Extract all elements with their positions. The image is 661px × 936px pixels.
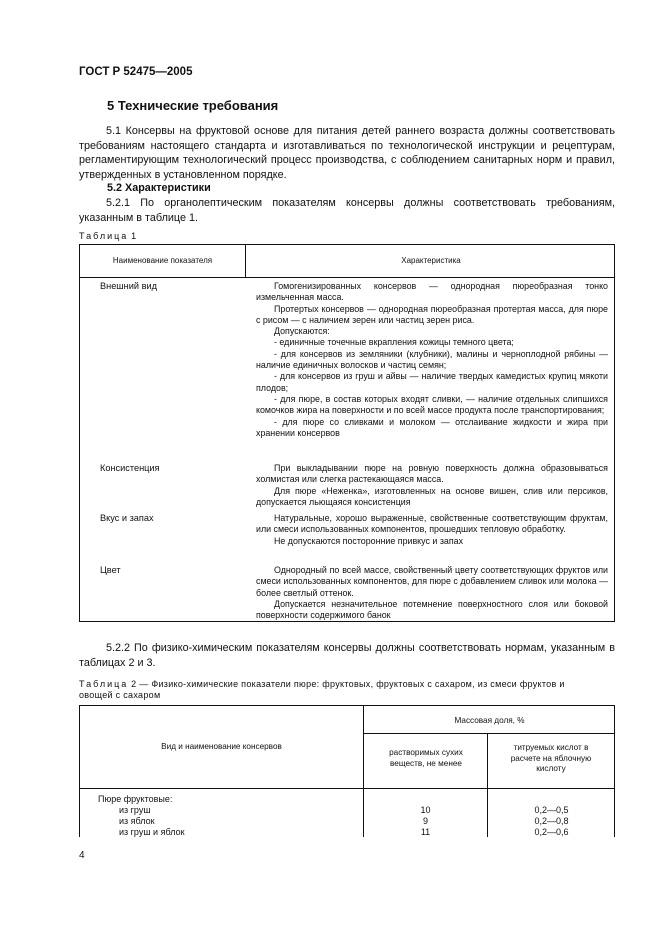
- table1-row-name: Вкус и запах: [100, 513, 154, 523]
- table1-col-characteristic: Характеристика: [401, 256, 461, 265]
- page-number: 4: [79, 850, 85, 861]
- paragraph-5-2-1: [79, 196, 615, 225]
- table1-row-name: Цвет: [100, 565, 121, 575]
- paragraph-5-2-2-text: 5.2.2 По физико-химическим показателям консервы должны соответствовать нормам, указанным в таблицах 2 и 3.: [79, 642, 615, 669]
- desc-line: - для пюре, в состав которых входят сливки, — наличие отдельных слипшихся комочков жира на поверхности и по всей массе продукта после транспортирования;: [256, 393, 608, 416]
- table1-col-name: Наименование показателя: [112, 256, 213, 265]
- table2-col-solids: растворимых сухих веществ, не менее: [389, 748, 463, 768]
- section-title: 5 Технические требования: [107, 98, 279, 113]
- desc-line: - для консервов из земляники (клубники), малины и черноплодной рябины — наличие единичных волосков и частиц семян;: [256, 348, 608, 371]
- table2-row-name: из яблок: [119, 816, 155, 826]
- desc-line: Протертых консервов — однородная пюреобразная протертая масса, для пюре с рисом — с наличием зерен или частиц зерен риса.: [256, 303, 608, 325]
- table1-row-desc: [256, 281, 608, 439]
- desc-line: Не допускаются посторонние привкус и запах: [274, 535, 464, 546]
- table2-divider: [80, 788, 615, 789]
- paragraph-5-1-text: 5.1 Консервы на фруктовой основе для питания детей раннего возраста должны соответствовать требованиям настоящего стандарта и изготавливаться по технологической инструкции и рецептурам, регламентирующим технологический процесс производства, с соблюдением санитарных норм и правил, утвержденных в установленном порядке.: [79, 125, 615, 181]
- table2-col-acids: титруемых кислот в расчете на яблочную кислоту: [510, 743, 592, 773]
- table2-row-acids: 0,2—0,8: [534, 816, 569, 826]
- table2-row-solids: 9: [422, 816, 428, 826]
- desc-line: - для консервов из груш и айвы — наличие твердых камедистых крупиц мякоти плодов;: [256, 371, 608, 393]
- table1-row-desc: [256, 513, 608, 547]
- subsection-title: 5.2 Характеристики: [107, 182, 211, 194]
- table2-caption-word: Таблица: [79, 679, 129, 689]
- table2-group-label: Пюре фруктовые:: [98, 794, 173, 804]
- desc-line: Допускаются:: [274, 326, 330, 337]
- desc-line: - для пюре со сливками и молоком — отслаивание жидкости и жира при хранении консервов: [256, 416, 608, 438]
- table2-row-solids: 11: [420, 827, 431, 837]
- table2-row-name: из груш: [119, 805, 151, 815]
- desc-line: Допускается незначительное потемнение поверхностного слоя или боковой поверхности содержимого банок: [256, 598, 608, 621]
- table2-row-acids: 0,2—0,6: [534, 827, 569, 837]
- table2-row-name: из груш и яблок: [119, 827, 185, 837]
- desc-line: Однородный по всей массе, свойственный цвету соответствующих фруктов или смеси использованных компонентов, для пюре с добавлением сливок или молока — более светлый оттенок.: [256, 565, 608, 598]
- table-2: [79, 705, 615, 837]
- desc-line: Натуральные, хорошо выраженные, свойственные соответствующим фруктам, или смеси использованных компонентов, прошедших тепловую обработку.: [256, 513, 608, 535]
- table2-row-solids: 10: [420, 805, 431, 815]
- table1-row-desc: [256, 463, 608, 508]
- table2-row-acids: 0,2—0,5: [534, 805, 569, 815]
- desc-line: - единичные точечные вкрапления кожицы темного цвета;: [274, 337, 514, 348]
- table1-row-desc: [256, 565, 608, 621]
- table2-col-group: Массовая доля, %: [454, 716, 525, 725]
- desc-line: Гомогенизированных консервов — однородная пюреобразная тонко измельченная масса.: [256, 281, 608, 303]
- table2-caption-text: 2 — Физико-химические показатели пюре: фруктовых, фруктовых с сахаром, из смеси фруктов и: [131, 679, 565, 689]
- table2-divider: [363, 733, 615, 734]
- table1-caption-word: Таблица: [79, 231, 129, 241]
- paragraph-5-1: [79, 124, 615, 182]
- desc-line: При выкладывании пюре на ровную поверхность должна образовываться холмистая или слегка растекающаяся масса.: [256, 463, 608, 485]
- table1-caption-number: 1: [131, 231, 139, 241]
- desc-line: Для пюре «Неженка», изготовленных на основе вишен, слив или персиков, допускается льющаяся консистенция: [256, 485, 608, 507]
- table1-header: [80, 245, 614, 278]
- table2-caption: [79, 679, 615, 701]
- table1-caption: [79, 231, 138, 241]
- document-header: ГОСТ Р 52475—2005: [79, 66, 193, 78]
- table2-col-name: Вид и наименование консервов: [161, 742, 282, 751]
- table1-row-name: Консистенция: [100, 463, 160, 473]
- paragraph-5-2-2: [79, 641, 615, 670]
- paragraph-5-2-1-text: 5.2.1 По органолептическим показателям консервы должны соответствовать требованиям, указанным в таблице 1.: [79, 197, 615, 224]
- table2-caption-text-line2: овощей с сахаром: [79, 690, 161, 700]
- table1-row-name: Внешний вид: [100, 281, 157, 291]
- table-1: [79, 244, 615, 622]
